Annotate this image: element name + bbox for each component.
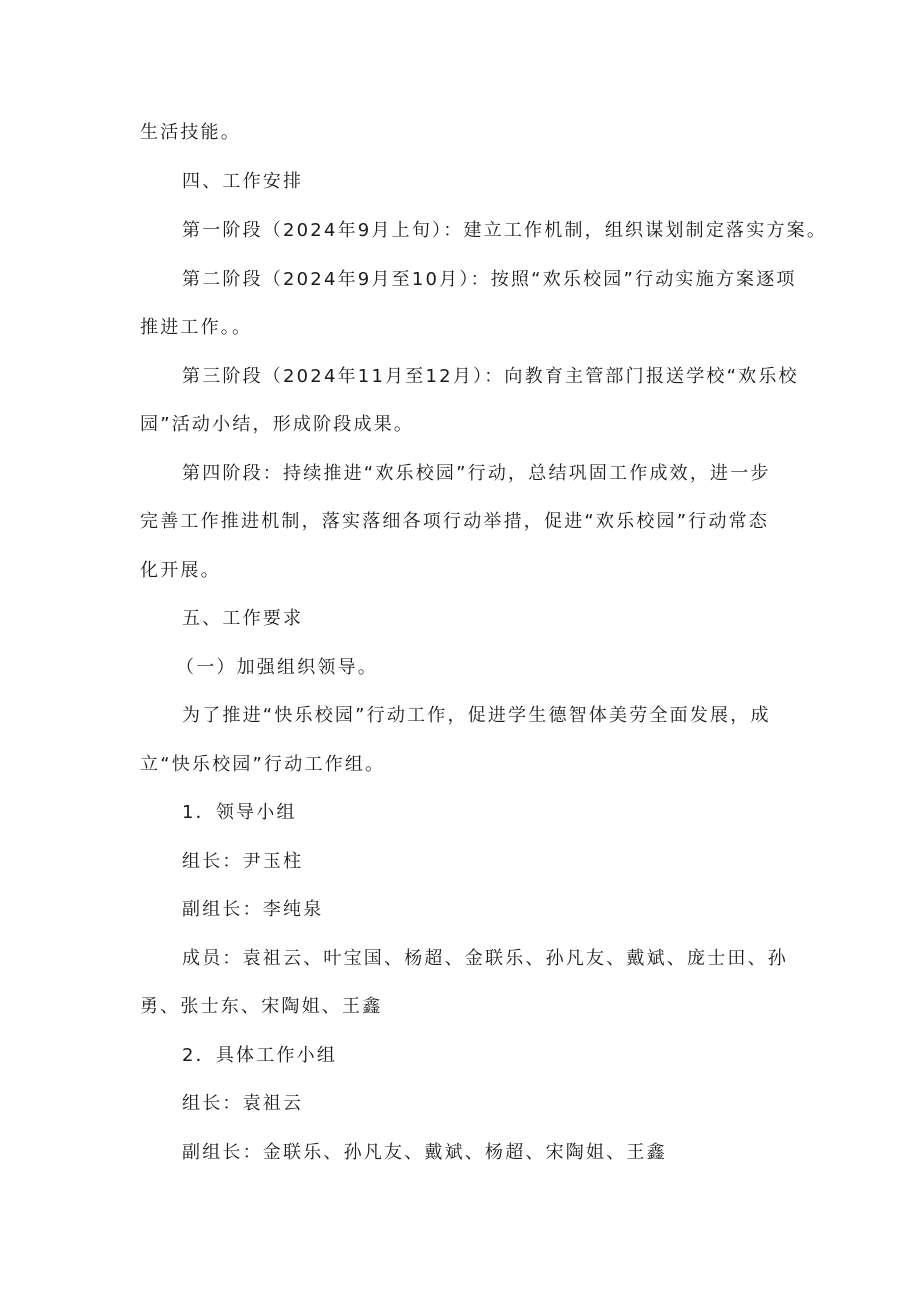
paragraph-line: 组长：袁祖云 — [182, 1093, 304, 1114]
paragraph-line: 园”活动小结，形成阶段成果。 — [140, 414, 415, 435]
section-heading-work-arrangement: 四、工作安排 — [182, 171, 304, 192]
paragraph-line: 第二阶段（2024年9月至10月）：按照“欢乐校园”行动实施方案逐项 — [182, 269, 797, 290]
paragraph-line: 生活技能。 — [140, 122, 241, 143]
paragraph-line: 完善工作推进机制，落实落细各项行动举措，促进“欢乐校园”行动常态 — [140, 511, 770, 532]
paragraph-line: 为了推进“快乐校园”行动工作，促进学生德智体美劳全面发展，成 — [182, 705, 771, 726]
paragraph-line: 组长：尹玉柱 — [182, 851, 304, 872]
list-heading: 1．领导小组 — [182, 802, 297, 823]
paragraph-line: 第三阶段（2024年11月至12月）：向教育主管部门报送学校“欢乐校 — [182, 366, 799, 387]
paragraph-line: 立“快乐校园”行动工作组。 — [140, 754, 386, 775]
subsection-heading: （一）加强组织领导。 — [176, 657, 378, 678]
section-heading-work-requirements: 五、工作要求 — [182, 608, 304, 629]
paragraph-line: 化开展。 — [140, 560, 221, 581]
paragraph-line: 副组长：金联乐、孙凡友、戴斌、杨超、宋陶姐、王鑫 — [182, 1142, 667, 1163]
paragraph-line: 副组长：李纯泉 — [182, 899, 324, 920]
paragraph-line: 勇、张士东、宋陶姐、王鑫 — [140, 996, 383, 1017]
list-heading: 2．具体工作小组 — [182, 1045, 338, 1066]
paragraph-line: 第四阶段：持续推进“欢乐校园”行动，总结巩固工作成效，进一步 — [182, 463, 771, 484]
paragraph-line: 成员：袁祖云、叶宝国、杨超、金联乐、孙凡友、戴斌、庞士田、孙 — [182, 948, 788, 969]
paragraph-line: 第一阶段（2024年9月上旬）：建立工作机制，组织谋划制定落实方案。 — [182, 220, 828, 241]
paragraph-line: 推进工作。。 — [140, 317, 253, 338]
